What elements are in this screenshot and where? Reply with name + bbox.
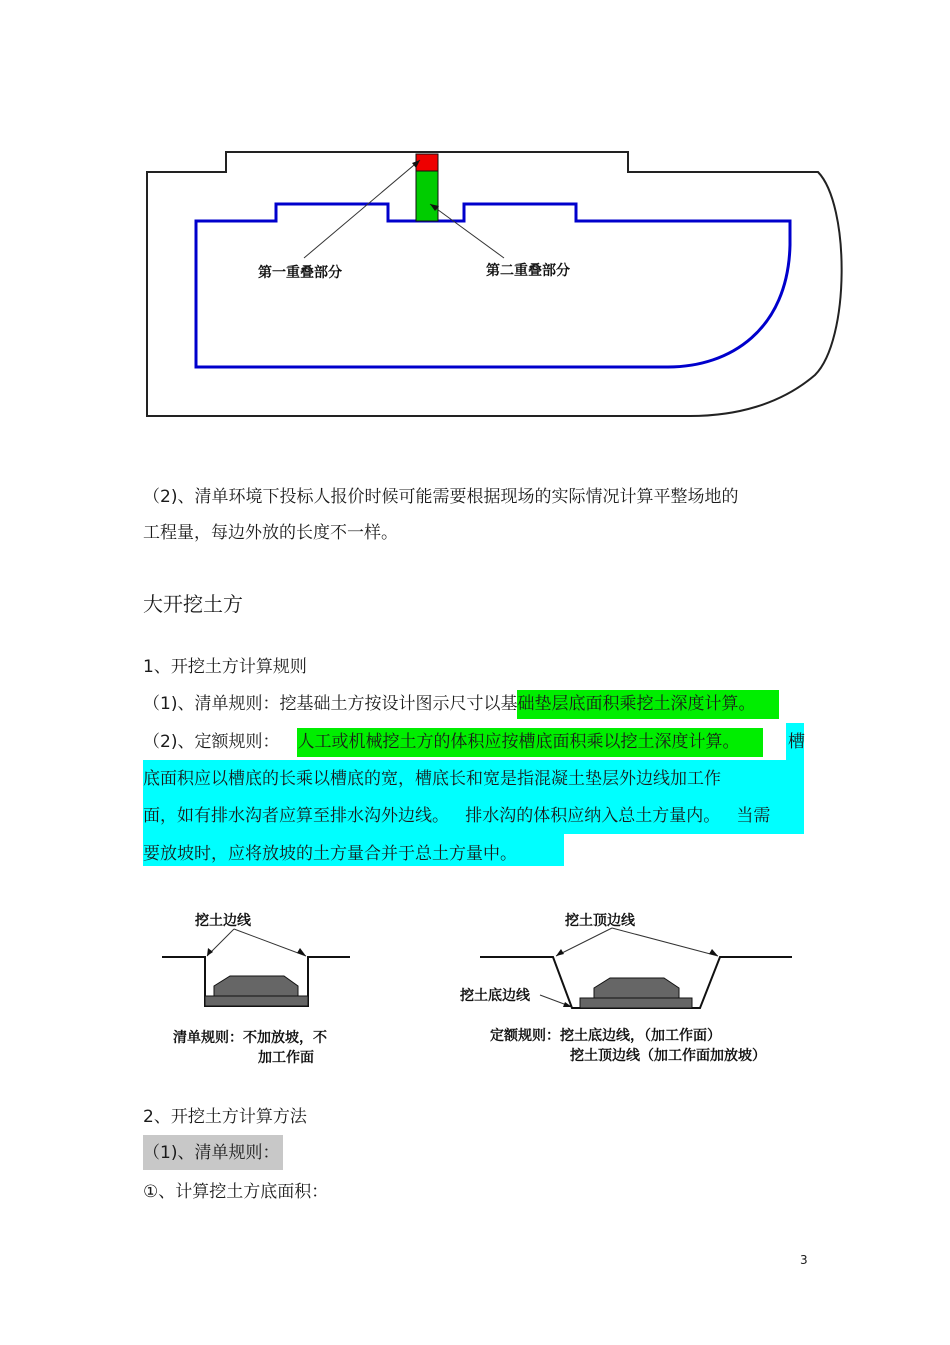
left-caption-1: 清单规则：不加放坡，不: [173, 1030, 327, 1046]
left-leader-b: [234, 929, 306, 956]
right-top-label: 挖土顶边线: [565, 913, 635, 929]
left-cushion: [205, 996, 308, 1006]
rule2-text-a: （2)、定额规则：: [143, 732, 280, 752]
right-caption-1: 定额规则：挖土底边线，（加工作面）: [490, 1028, 721, 1044]
rule2-line1-end: 槽: [788, 732, 805, 752]
right-caption-2: 挖土顶边线（加工作面加放坡）: [570, 1048, 766, 1064]
first-overlap-red: [416, 154, 438, 171]
rule1-line: [143, 693, 779, 715]
right-arrow-b: [709, 949, 718, 956]
right-arrow-a: [556, 949, 564, 956]
rule1-text-a: （1)、清单规则：挖基础土方按设计图示尺寸以基: [143, 694, 518, 714]
section1-title: 1、开挖土方计算规则: [143, 657, 307, 677]
p2-line1: （2)、清单环境下投标人报价时候可能需要根据现场的实际情况计算平整场地的: [143, 487, 739, 507]
right-leader-a: [556, 928, 612, 956]
label-second-overlap: 第二重叠部分: [486, 263, 570, 279]
left-caption-2: 加工作面: [258, 1050, 314, 1066]
left-top-label: 挖土边线: [195, 913, 251, 929]
second-overlap-green: [416, 171, 438, 221]
left-arrow-a: [207, 948, 213, 956]
leader-second: [430, 204, 504, 258]
section2-sub: （1)、清单规则：: [143, 1135, 283, 1170]
right-leader-b: [612, 928, 718, 956]
rule2-line1: [143, 731, 763, 753]
right-bottom-label: 挖土底边线: [460, 988, 530, 1004]
page-number: 3: [800, 1253, 808, 1267]
section2-title: 2、开挖土方计算方法: [143, 1107, 307, 1127]
rule2-highlight-green: 人工或机械挖土方的体积应按槽底面积乘以挖土深度计算。: [297, 728, 763, 757]
p2-line2: 工程量，每边外放的长度不一样。: [143, 523, 398, 543]
label-first-overlap: 第一重叠部分: [258, 265, 342, 281]
overlap-diagram: [0, 0, 950, 440]
rule2-line4: 要放坡时，应将放坡的土方量合并于总土方量中。: [143, 844, 517, 864]
right-cushion: [580, 998, 692, 1008]
rule2-line2: 底面积应以槽底的长乘以槽底的宽，槽底长和宽是指混凝土垫层外边线加工作: [143, 769, 721, 789]
excavation-diagram: [0, 900, 950, 1075]
rule2-line3: 面，如有排水沟者应算至排水沟外边线。 排水沟的体积应纳入总土方量内。 当需: [143, 806, 771, 826]
section2-item: ①、计算挖土方底面积：: [143, 1182, 329, 1202]
inner-outline: [196, 204, 790, 367]
section-heading: 大开挖土方: [143, 592, 243, 616]
left-footing: [214, 976, 298, 996]
leader-first: [304, 160, 420, 258]
right-footing: [594, 978, 679, 998]
rule1-highlight: 础垫层底面积乘挖土深度计算。: [517, 690, 779, 719]
outer-outline: [147, 152, 842, 416]
